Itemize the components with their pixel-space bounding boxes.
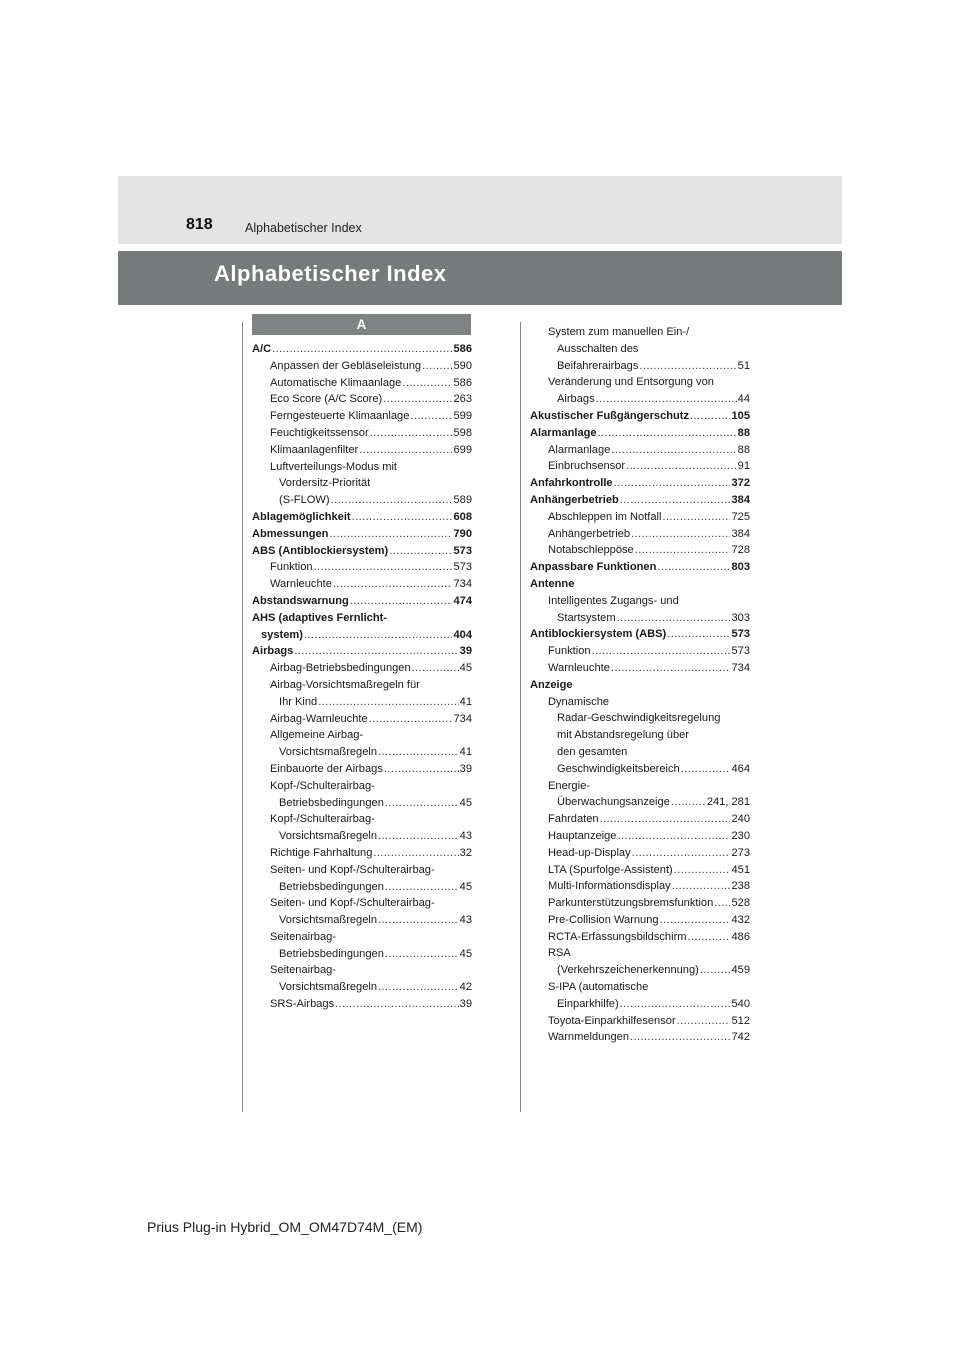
dot-leader <box>385 795 459 812</box>
index-sub-entry <box>530 694 750 711</box>
index-entry-term: Vorsichtsmaßregeln <box>279 746 378 759</box>
index-entry-term: Vorsichtsmaßregeln <box>279 981 378 994</box>
index-entry-term: Alarmanlage <box>548 443 611 456</box>
index-entry-term: Seiten- und Kopf-/Schulterairbag- <box>270 863 435 876</box>
index-sub-entry <box>530 374 750 391</box>
index-page-reference[interactable]: 45 <box>459 880 472 893</box>
index-main-entry <box>252 509 472 526</box>
index-entry-term: Abschleppen im Notfall <box>548 510 662 523</box>
index-main-entry <box>252 341 472 358</box>
index-page-reference[interactable]: 88 <box>737 443 750 456</box>
index-entry-term: Allgemeine Airbag- <box>270 729 364 742</box>
index-sub-entry <box>252 677 472 694</box>
dot-leader <box>294 643 458 660</box>
index-page-reference[interactable]: 88 <box>737 426 750 439</box>
index-sub-entry <box>252 442 472 459</box>
index-page-reference[interactable]: 540 <box>731 997 750 1010</box>
index-sub-entry <box>252 475 472 492</box>
index-page-reference[interactable]: 803 <box>731 561 750 574</box>
index-sub-entry <box>252 391 472 408</box>
dot-leader <box>378 912 459 929</box>
dot-leader <box>614 475 731 492</box>
index-sub-entry <box>530 593 750 610</box>
index-entry-term: system) <box>261 628 303 641</box>
dot-leader <box>714 895 730 912</box>
dot-leader <box>592 643 731 660</box>
index-sub-entry <box>252 694 472 711</box>
index-page-reference[interactable]: 432 <box>731 913 750 926</box>
index-page-reference[interactable]: 230 <box>731 829 750 842</box>
index-sub-entry <box>252 996 472 1013</box>
index-main-entry <box>530 425 750 442</box>
index-sub-entry <box>530 794 750 811</box>
dot-leader <box>373 845 458 862</box>
index-page-reference[interactable]: 573 <box>453 544 472 557</box>
index-page-reference[interactable]: 32 <box>459 846 472 859</box>
index-sub-entry <box>252 946 472 963</box>
dot-leader <box>314 559 453 576</box>
index-sub-entry <box>530 996 750 1013</box>
index-entry-term: Warnmeldungen <box>548 1031 629 1044</box>
index-entry-term: Notabschleppöse <box>548 544 634 557</box>
index-page-reference[interactable]: 39 <box>459 998 472 1011</box>
index-sub-entry <box>252 660 472 677</box>
index-sub-entry <box>530 324 750 341</box>
dot-leader <box>596 391 737 408</box>
dot-leader <box>690 408 730 425</box>
index-page-reference[interactable]: 273 <box>731 846 750 859</box>
index-entry-term: LTA (Spurfolge-Assistent) <box>548 863 673 876</box>
dot-leader <box>359 442 452 459</box>
index-page-reference[interactable]: 45 <box>459 662 472 675</box>
index-sub-entry <box>530 895 750 912</box>
index-sub-entry <box>252 492 472 509</box>
index-entry-term: Beifahrerairbags <box>557 359 639 372</box>
index-page-reference[interactable]: 384 <box>731 493 750 506</box>
index-entry-term: Seitenairbag- <box>270 964 336 977</box>
middle-column-rule <box>520 322 521 1112</box>
index-entry-term: Warnleuchte <box>548 661 610 674</box>
index-sub-entry <box>530 660 750 677</box>
index-column-right <box>530 324 750 1046</box>
index-sub-entry <box>252 929 472 946</box>
page-title: Alphabetischer Index <box>214 261 447 286</box>
index-sub-entry <box>252 862 472 879</box>
index-sub-entry <box>530 458 750 475</box>
index-page-reference[interactable]: 598 <box>453 426 472 439</box>
index-entry-term: Anpassbare Funktionen <box>530 561 657 574</box>
index-page-reference[interactable]: 44 <box>737 393 750 406</box>
index-main-entry <box>530 677 750 694</box>
index-entry-term: Airbag-Betriebsbedingungen <box>270 662 411 675</box>
index-sub-entry <box>530 761 750 778</box>
index-sub-entry <box>530 862 750 879</box>
index-page-reference[interactable]: 45 <box>459 947 472 960</box>
index-sub-entry <box>252 459 472 476</box>
dot-leader <box>611 442 736 459</box>
index-page-reference[interactable]: 528 <box>731 897 750 910</box>
index-entry-term: Hauptanzeige <box>548 829 617 842</box>
index-page-reference[interactable]: 573 <box>453 561 472 574</box>
index-entry-term: Anhängerbetrieb <box>548 527 631 540</box>
dot-leader <box>598 425 737 442</box>
index-entry-term: ABS (Antiblockiersystem) <box>252 544 389 557</box>
index-entry-term: Abmessungen <box>252 527 329 540</box>
dot-leader <box>335 996 459 1013</box>
index-page-reference[interactable]: 608 <box>453 510 472 523</box>
index-main-entry <box>252 627 472 644</box>
index-page-reference[interactable]: 586 <box>453 376 472 389</box>
index-entry-term: Funktion <box>548 645 591 658</box>
dot-leader <box>617 828 730 845</box>
index-entry-term: Geschwindigkeitsbereich <box>557 762 680 775</box>
index-entry-term: Airbag-Warnleuchte <box>270 712 368 725</box>
index-column-left <box>252 341 472 1013</box>
index-sub-entry <box>530 727 750 744</box>
index-sub-entry <box>252 912 472 929</box>
dot-leader <box>662 509 730 526</box>
index-entry-term: Kopf-/Schulterairbag- <box>270 779 375 792</box>
dot-leader <box>620 996 731 1013</box>
dot-leader <box>671 794 706 811</box>
index-page-reference[interactable]: 39 <box>459 645 472 658</box>
index-main-entry <box>252 526 472 543</box>
index-entry-term: Ihr Kind <box>279 695 318 708</box>
index-entry-term: Betriebsbedingungen <box>279 880 384 893</box>
index-sub-entry <box>530 509 750 526</box>
dot-leader <box>617 610 731 627</box>
index-entry-term: Energie- <box>548 779 590 792</box>
index-sub-entry <box>530 710 750 727</box>
dot-leader <box>304 627 453 644</box>
index-entry-term: Multi-Informationsdisplay <box>548 880 671 893</box>
index-entry-term: Seiten- und Kopf-/Schulterairbag- <box>270 897 435 910</box>
index-page-reference[interactable]: 573 <box>731 628 750 641</box>
index-page-reference[interactable]: 240 <box>731 813 750 826</box>
index-page-reference[interactable]: 590 <box>453 359 472 372</box>
index-entry-term: Kopf-/Schulterairbag- <box>270 813 375 826</box>
index-entry-term: Funktion <box>270 561 313 574</box>
index-entry-term: Fahrdaten <box>548 813 599 826</box>
index-main-entry <box>530 408 750 425</box>
index-entry-term: RCTA-Erfassungsbildschirm <box>548 930 687 943</box>
index-sub-entry <box>530 912 750 929</box>
dot-leader <box>272 341 452 358</box>
index-entry-term: (S-FLOW) <box>279 494 330 507</box>
index-entry-term: Ablagemöglichkeit <box>252 510 351 523</box>
index-entry-term: RSA <box>548 947 571 960</box>
index-page-reference[interactable]: 238 <box>731 880 750 893</box>
dot-leader <box>631 526 730 543</box>
index-page-reference[interactable]: 734 <box>731 661 750 674</box>
index-page-reference[interactable]: 734 <box>453 712 472 725</box>
index-page-reference[interactable]: 725 <box>731 510 750 523</box>
dot-leader <box>370 425 453 442</box>
index-entry-term: Vorsichtsmaßregeln <box>279 830 378 843</box>
index-sub-entry <box>252 559 472 576</box>
index-entry-term: Einparkhilfe) <box>557 997 619 1010</box>
dot-leader <box>378 828 459 845</box>
index-entry-term: mit Abstandsregelung über <box>557 729 689 742</box>
index-entry-term: den gesamten <box>557 745 628 758</box>
index-sub-entry <box>530 945 750 962</box>
index-entry-term: Airbags <box>252 645 294 658</box>
dot-leader <box>333 576 453 593</box>
index-entry-term: Veränderung und Entsorgung von <box>548 376 714 389</box>
index-entry-term: Ausschalten des <box>557 342 639 355</box>
index-entry-term: Antenne <box>530 577 575 590</box>
index-main-entry <box>530 576 750 593</box>
section-letter-header: A <box>252 314 471 335</box>
index-page-reference[interactable]: 45 <box>459 796 472 809</box>
dot-leader <box>385 946 459 963</box>
index-sub-entry <box>530 610 750 627</box>
index-main-entry <box>530 475 750 492</box>
index-page-reference[interactable]: 303 <box>731 611 750 624</box>
index-page-reference[interactable]: 586 <box>453 343 472 355</box>
index-sub-entry <box>252 744 472 761</box>
index-page-reference[interactable]: 404 <box>453 628 472 641</box>
index-sub-entry <box>252 979 472 996</box>
index-main-entry <box>530 492 750 509</box>
index-entry-term: Anfahrkontrolle <box>530 477 613 490</box>
index-entry-term: Richtige Fahrhaltung <box>270 846 373 859</box>
dot-leader <box>331 492 453 509</box>
dot-leader <box>318 694 458 711</box>
dot-leader <box>626 458 737 475</box>
dot-leader <box>660 912 731 929</box>
dot-leader <box>422 358 452 375</box>
index-entry-term: Anhängerbetrieb <box>530 493 619 506</box>
left-column-rule <box>242 322 243 1112</box>
index-sub-entry <box>530 929 750 946</box>
index-sub-entry <box>530 1029 750 1046</box>
index-entry-term: Intelligentes Zugangs- und <box>548 594 679 607</box>
index-sub-entry <box>530 845 750 862</box>
index-page-reference[interactable]: 41 <box>459 746 472 759</box>
index-page-reference[interactable]: 39 <box>459 762 472 775</box>
index-entry-term: Überwachungsanzeige <box>557 796 670 809</box>
index-page-reference[interactable]: 573 <box>731 645 750 658</box>
index-main-entry <box>252 643 472 660</box>
index-entry-term: Toyota-Einparkhilfesensor <box>548 1014 676 1027</box>
index-entry-term: Startsystem <box>557 611 616 624</box>
index-entry-term: Vorsichtsmaßregeln <box>279 914 378 927</box>
index-sub-entry <box>252 962 472 979</box>
index-page-reference[interactable]: 589 <box>453 494 472 507</box>
index-sub-entry <box>530 526 750 543</box>
index-entry-term: Luftverteilungs-Modus mit <box>270 460 398 473</box>
index-sub-entry <box>252 845 472 862</box>
index-entry-term: Vordersitz-Priorität <box>279 477 371 490</box>
dot-leader <box>657 559 730 576</box>
index-page-reference[interactable]: 451 <box>731 863 750 876</box>
index-main-entry <box>252 593 472 610</box>
index-page-reference[interactable]: 384 <box>731 527 750 540</box>
index-sub-entry <box>530 643 750 660</box>
index-page-reference[interactable]: 263 <box>453 393 472 406</box>
index-entry-term: Radar-Geschwindigkeitsregelung <box>557 712 721 725</box>
index-entry-term: Seitenairbag- <box>270 930 336 943</box>
dot-leader <box>700 962 731 979</box>
index-page-reference[interactable]: 699 <box>453 443 472 456</box>
index-page-reference[interactable]: 241, 281 <box>706 796 750 809</box>
index-sub-entry <box>252 576 472 593</box>
index-sub-entry <box>530 962 750 979</box>
index-page-reference[interactable]: 51 <box>737 359 750 372</box>
index-sub-entry <box>252 778 472 795</box>
index-entry-term: Anpassen der Gebläseleistung <box>270 359 422 372</box>
index-sub-entry <box>252 811 472 828</box>
index-entry-term: (Verkehrszeichenerkennung) <box>557 964 699 977</box>
index-entry-term: Parkunterstützungsbremsfunktion <box>548 897 714 910</box>
index-page-reference[interactable]: 474 <box>453 594 472 607</box>
index-sub-entry <box>252 358 472 375</box>
index-entry-term: System zum manuellen Ein-/ <box>548 326 690 338</box>
index-entry-term: SRS-Airbags <box>270 998 335 1011</box>
index-sub-entry <box>530 979 750 996</box>
index-entry-term: Anzeige <box>530 678 573 691</box>
index-entry-term: Ferngesteuerte Klimaanlage <box>270 410 410 423</box>
index-entry-term: Dynamische <box>548 695 610 708</box>
index-page-reference[interactable]: 742 <box>731 1031 750 1044</box>
index-page-reference[interactable]: 372 <box>731 477 750 490</box>
index-sub-entry <box>252 425 472 442</box>
dot-leader <box>384 761 459 778</box>
dot-leader <box>611 660 731 677</box>
index-page-reference[interactable]: 43 <box>459 914 472 927</box>
index-page-reference[interactable]: 41 <box>459 695 472 708</box>
index-main-entry <box>252 543 472 560</box>
dot-leader <box>681 761 731 778</box>
index-entry-term: Akustischer Fußgängerschutz <box>530 409 690 422</box>
dot-leader <box>667 626 730 643</box>
index-sub-entry <box>252 711 472 728</box>
index-page-reference[interactable]: 43 <box>459 830 472 843</box>
dot-leader <box>639 358 736 375</box>
dot-leader <box>369 711 453 728</box>
index-page-reference[interactable]: 599 <box>453 410 472 423</box>
running-header: Alphabetischer Index <box>245 221 362 235</box>
document-footer: Prius Plug-in Hybrid_OM_OM47D74M_(EM) <box>147 1219 423 1235</box>
index-entry-term: Betriebsbedingungen <box>279 947 384 960</box>
index-sub-entry <box>530 391 750 408</box>
index-page-reference[interactable]: 486 <box>731 930 750 943</box>
index-entry-term: Einbauorte der Airbags <box>270 762 383 775</box>
index-sub-entry <box>252 408 472 425</box>
index-entry-term: A/C <box>252 343 272 355</box>
index-sub-entry <box>530 358 750 375</box>
index-page-reference[interactable]: 42 <box>459 981 472 994</box>
dot-leader <box>402 375 452 392</box>
index-sub-entry <box>252 727 472 744</box>
dot-leader <box>672 878 731 895</box>
index-sub-entry <box>252 828 472 845</box>
index-page-reference[interactable]: 105 <box>731 409 750 422</box>
index-main-entry <box>252 610 472 627</box>
index-page-reference[interactable]: 734 <box>453 578 472 591</box>
index-sub-entry <box>530 1013 750 1030</box>
index-sub-entry <box>252 761 472 778</box>
index-sub-entry <box>530 778 750 795</box>
header-band <box>118 176 842 244</box>
index-page-reference[interactable]: 512 <box>731 1014 750 1027</box>
index-sub-entry <box>252 375 472 392</box>
index-sub-entry <box>252 795 472 812</box>
index-entry-term: Pre-Collision Warnung <box>548 913 659 926</box>
dot-leader <box>329 526 452 543</box>
index-entry-term: S-IPA (automatische <box>548 981 649 994</box>
dot-leader <box>677 1013 731 1030</box>
index-sub-entry <box>530 341 750 358</box>
index-entry-term: Eco Score (A/C Score) <box>270 393 383 406</box>
index-page-reference[interactable]: 459 <box>731 964 750 977</box>
index-entry-term: Feuchtigkeitssensor <box>270 426 369 439</box>
dot-leader <box>352 509 453 526</box>
index-page-reference[interactable]: 790 <box>453 527 472 540</box>
page-number: 818 <box>186 216 213 233</box>
index-page-reference[interactable]: 728 <box>731 544 750 557</box>
dot-leader <box>412 660 459 677</box>
dot-leader <box>383 391 452 408</box>
index-page-reference[interactable]: 91 <box>737 460 750 473</box>
index-entry-term: Airbags <box>557 393 595 406</box>
index-entry-term: Abstandswarnung <box>252 594 349 607</box>
index-entry-term: Automatische Klimaanlage <box>270 376 402 389</box>
dot-leader <box>410 408 452 425</box>
index-sub-entry <box>252 879 472 896</box>
index-sub-entry <box>530 828 750 845</box>
index-entry-term: Betriebsbedingungen <box>279 796 384 809</box>
index-sub-entry <box>530 542 750 559</box>
dot-leader <box>620 492 731 509</box>
index-entry-term: Antiblockiersystem (ABS) <box>530 628 667 641</box>
dot-leader <box>688 929 731 946</box>
index-entry-term: Klimaanlagenfilter <box>270 443 359 456</box>
index-entry-term: Warnleuchte <box>270 578 332 591</box>
index-entry-term: Einbruchsensor <box>548 460 626 473</box>
dot-leader <box>389 543 452 560</box>
index-entry-term: AHS (adaptives Fernlicht- <box>252 611 387 624</box>
index-main-entry <box>530 626 750 643</box>
dot-leader <box>378 979 459 996</box>
index-page-reference[interactable]: 464 <box>731 762 750 775</box>
dot-leader <box>385 879 459 896</box>
index-sub-entry <box>252 895 472 912</box>
dot-leader <box>378 744 459 761</box>
index-entry-term: Airbag-Vorsichtsmaßregeln für <box>270 678 420 691</box>
dot-leader <box>632 845 731 862</box>
index-main-entry <box>530 559 750 576</box>
dot-leader <box>635 542 731 559</box>
index-sub-entry <box>530 442 750 459</box>
index-sub-entry <box>530 744 750 761</box>
index-entry-term: Head-up-Display <box>548 846 631 859</box>
dot-leader <box>600 811 731 828</box>
dot-leader <box>630 1029 730 1046</box>
index-sub-entry <box>530 811 750 828</box>
dot-leader <box>350 593 453 610</box>
dot-leader <box>674 862 731 879</box>
index-entry-term: Alarmanlage <box>530 426 597 439</box>
index-sub-entry <box>530 878 750 895</box>
